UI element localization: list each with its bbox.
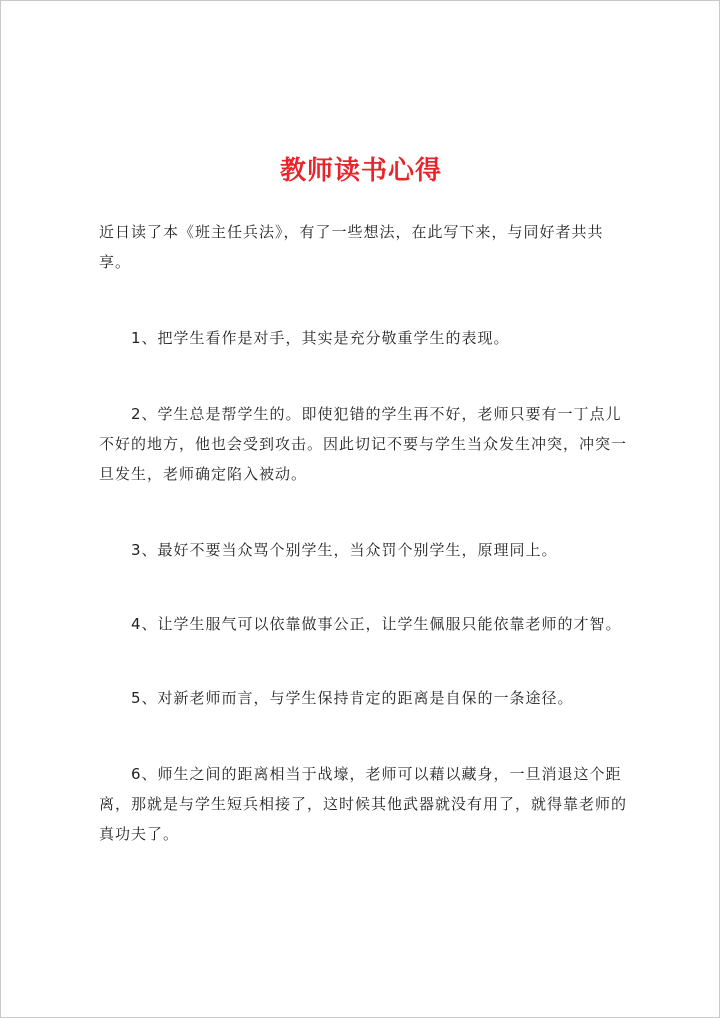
paragraph-intro: 近日读了本《班主任兵法》，有了一些想法，在此写下来，与同好者共共享。 (99, 223, 604, 271)
paragraph-item-6: 6、师生之间的距离相当于战壕，老师可以藉以藏身，一旦消退这个距离，那就是与学生短兵相接了，这时候其他武器就没有用了，就得靠老师的真功夫了。 (99, 765, 628, 843)
paragraph-item-5: 5、对新老师而言，与学生保持肯定的距离是自保的一条途径。 (131, 689, 574, 707)
document-title: 教师读书心得 (279, 156, 442, 186)
paragraph-item-4: 4、让学生服气可以依靠做事公正，让学生佩服只能依靠老师的才智。 (131, 615, 622, 633)
paragraph-item-1: 1、把学生看作是对手，其实是充分敬重学生的表现。 (131, 329, 510, 347)
paragraph-item-2: 2、学生总是帮学生的。即使犯错的学生再不好，老师只要有一丁点儿不好的地方，他也会受到攻击。因此切记不要与学生当众发生冲突，冲突一旦发生，老师确定陷入被动。 (99, 405, 628, 483)
paragraph-item-3: 3、最好不要当众骂个别学生，当众罚个别学生，原理同上。 (131, 541, 558, 559)
document-body (99, 217, 631, 849)
